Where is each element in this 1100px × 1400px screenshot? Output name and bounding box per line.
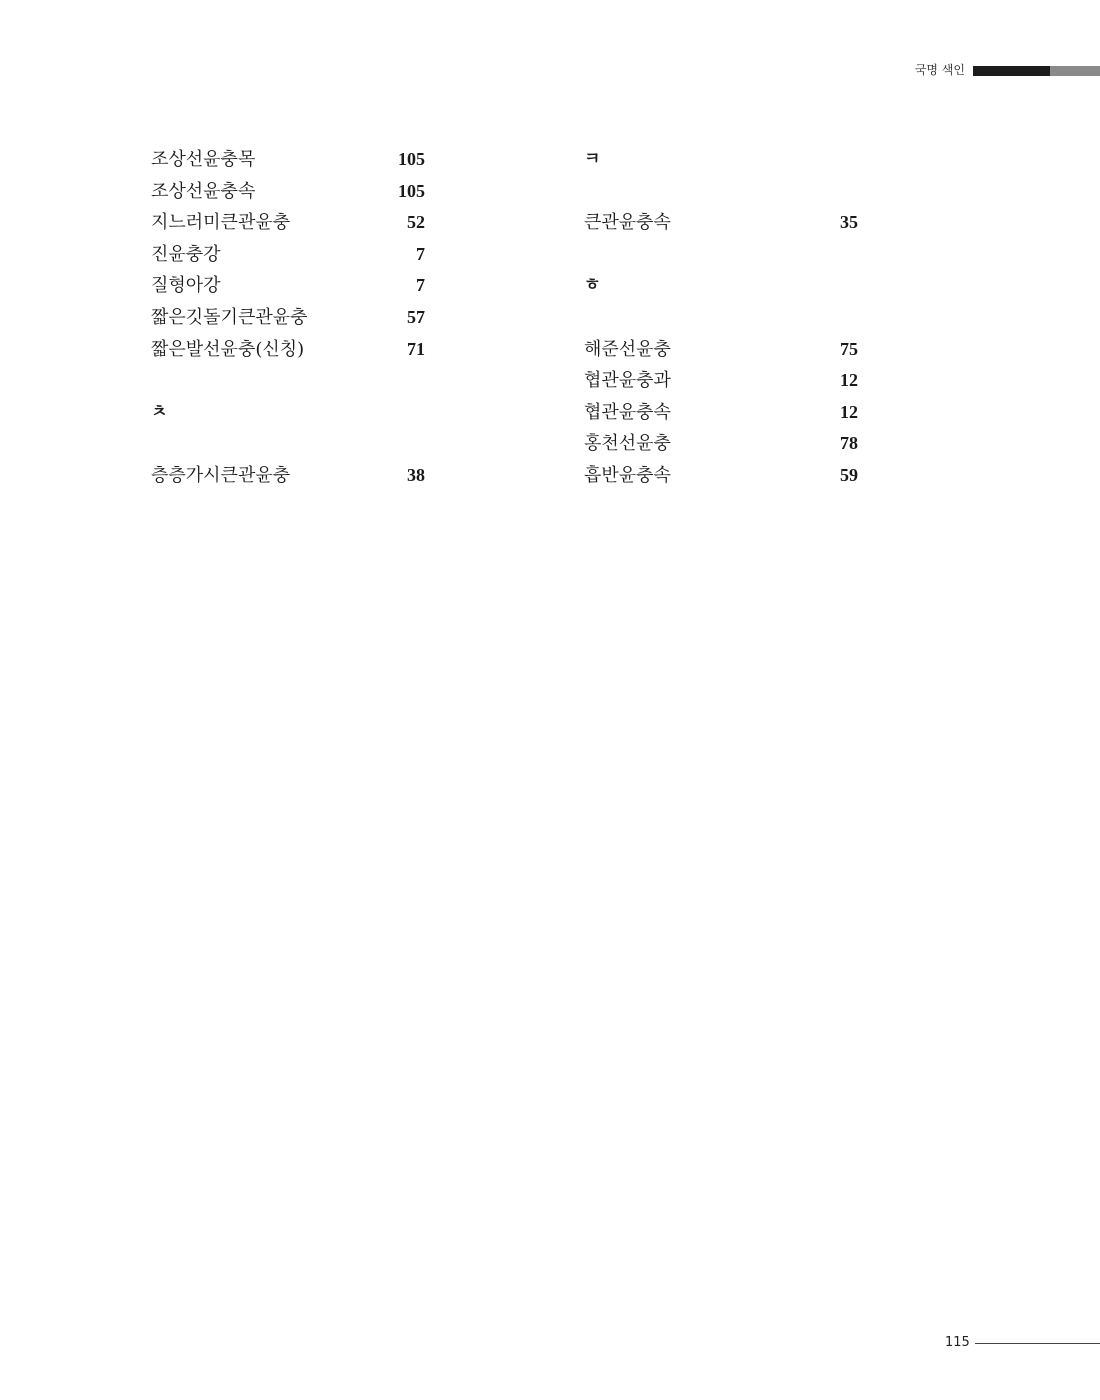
index-entry xyxy=(584,397,858,429)
running-header-title: 국명 색인 xyxy=(914,63,965,77)
entry-page: 7 xyxy=(416,275,425,296)
entry-name: 질형아강 xyxy=(151,275,221,297)
index-entry xyxy=(584,207,858,239)
index-column-left xyxy=(151,144,425,492)
entry-name: 큰관윤충속 xyxy=(584,212,671,234)
index-entry xyxy=(151,144,425,176)
entry-page: 12 xyxy=(840,401,858,422)
index-entry xyxy=(584,460,858,492)
entry-page: 105 xyxy=(398,149,425,169)
entry-name: 지느러미큰관윤충 xyxy=(151,212,291,234)
index-entry xyxy=(151,176,425,208)
section-heading-kieuk: ㅋ xyxy=(584,149,601,169)
entry-page: 75 xyxy=(840,338,858,359)
entry-page: 35 xyxy=(840,212,858,233)
header-bar-dark xyxy=(973,66,1050,76)
entry-page: 7 xyxy=(416,243,425,264)
section-spacer xyxy=(584,239,858,271)
header-bar-gray xyxy=(1050,66,1100,76)
index-entry xyxy=(584,428,858,460)
index-entry xyxy=(151,334,425,366)
entry-name: 해준선윤충 xyxy=(584,338,671,360)
entry-name: 홍천선윤충 xyxy=(584,433,671,455)
entry-name: 흡반윤충속 xyxy=(584,464,671,486)
section-spacer xyxy=(151,365,425,397)
index-entry xyxy=(151,302,425,334)
index-entry xyxy=(584,334,858,366)
entry-page: 38 xyxy=(407,464,425,485)
entry-page: 52 xyxy=(407,212,425,233)
entry-name: 짧은발선윤충(신칭) xyxy=(151,338,305,360)
page-number: 115 xyxy=(945,1335,970,1350)
index-entry xyxy=(584,365,858,397)
entry-name: 진윤충강 xyxy=(151,243,221,265)
section-heading-chieut: ㅊ xyxy=(151,401,168,422)
entry-page: 12 xyxy=(840,370,858,391)
entry-page: 71 xyxy=(407,338,425,359)
index-entry xyxy=(151,207,425,239)
section-heading-hieut: ㅎ xyxy=(584,275,601,296)
entry-name: 조상선윤충속 xyxy=(151,180,256,202)
entry-name: 층층가시큰관윤충 xyxy=(151,464,291,486)
entry-page: 57 xyxy=(407,306,425,327)
entry-page: 59 xyxy=(840,464,858,485)
entry-page: 78 xyxy=(840,433,858,454)
index-entry xyxy=(151,270,425,302)
entry-name: 조상선윤충목 xyxy=(151,149,256,170)
entry-name: 협관윤충과 xyxy=(584,370,671,392)
index-entry xyxy=(151,239,425,271)
entry-name: 협관윤충속 xyxy=(584,401,671,423)
entry-page: 105 xyxy=(398,180,425,201)
footer-rule xyxy=(975,1343,1100,1344)
index-entry xyxy=(151,460,425,492)
index-column-right xyxy=(584,144,858,492)
entry-name: 짧은깃돌기큰관윤충 xyxy=(151,306,308,328)
